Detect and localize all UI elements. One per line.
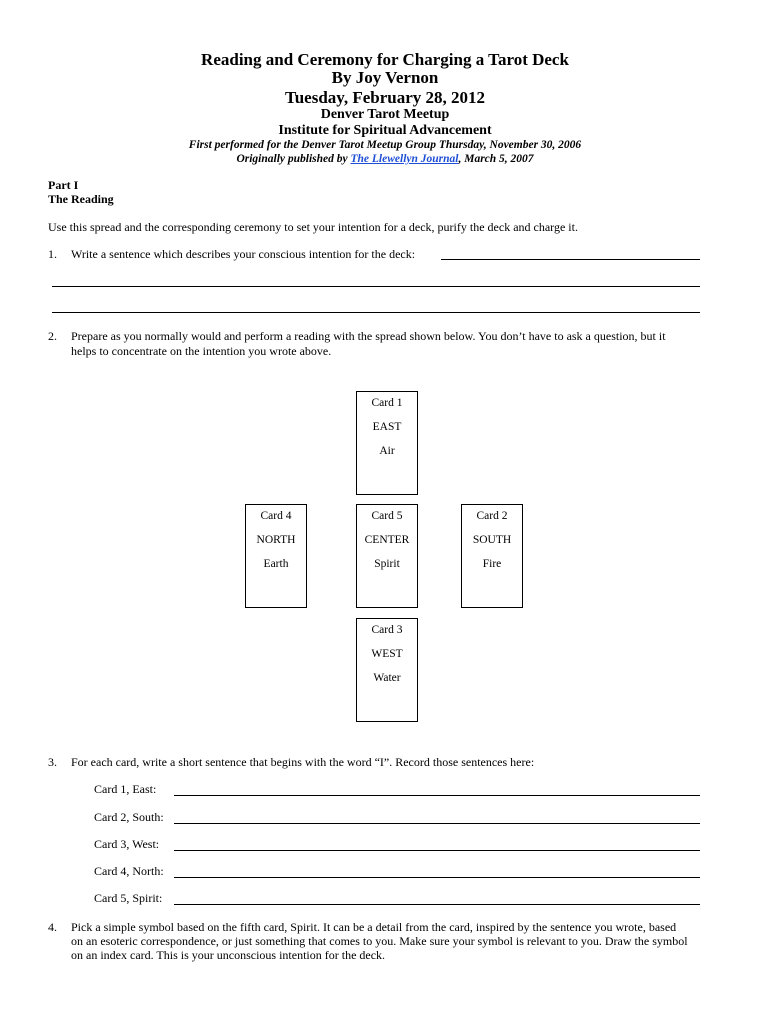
published-prefix: Originally published by — [236, 153, 351, 165]
published-line — [0, 152, 770, 166]
card-element: Air — [379, 445, 395, 457]
record-label-west: Card 3, West: — [94, 837, 160, 851]
step-2-text-line-1: Prepare as you normally would and perform a reading with the spread shown below. You don’t have to ask a question, but it — [71, 329, 666, 343]
step-4-text-line-3: on an index card. This is your unconscious intention for the deck. — [71, 948, 386, 962]
record-line-east[interactable] — [174, 795, 700, 796]
card-name: Card 2 — [476, 510, 508, 522]
card-north — [245, 504, 307, 608]
card-direction: CENTER — [364, 534, 410, 546]
intention-line-2[interactable] — [52, 286, 700, 287]
card-element: Fire — [482, 558, 502, 570]
intro-text: Use this spread and the corresponding ceremony to set your intention for a deck, purify the deck and charge it. — [48, 220, 578, 234]
step-1-number: 1. — [48, 247, 57, 261]
part-label: Part I — [48, 178, 79, 192]
card-direction: WEST — [371, 648, 403, 660]
record-line-south[interactable] — [174, 823, 700, 824]
card-element: Earth — [263, 558, 289, 570]
record-label-east: Card 1, East: — [94, 782, 157, 796]
document-title: Reading and Ceremony for Charging a Tarot Deck — [201, 50, 569, 69]
first-performed-line: First performed for the Denver Tarot Meetup Group Thursday, November 30, 2006 — [188, 139, 582, 151]
record-line-west[interactable] — [174, 850, 700, 851]
intention-line-3[interactable] — [52, 312, 700, 313]
record-label-south: Card 2, South: — [94, 810, 164, 824]
intention-line[interactable] — [441, 259, 700, 260]
card-south — [461, 504, 523, 608]
record-label-spirit: Card 5, Spirit: — [94, 891, 163, 905]
step-4-text-line-1: Pick a simple symbol based on the fifth card, Spirit. It can be a detail from the card, inspired by the sentence you wrote, based — [71, 920, 677, 934]
date-line: Tuesday, February 28, 2012 — [284, 88, 486, 107]
step-4-number: 4. — [48, 920, 57, 934]
step-2-text-line-2: helps to concentrate on the intention you wrote above. — [71, 344, 332, 358]
card-center — [356, 504, 418, 608]
record-line-spirit[interactable] — [174, 904, 700, 905]
card-east — [356, 391, 418, 495]
card-name: Card 4 — [260, 510, 292, 522]
event-line: Denver Tarot Meetup — [320, 107, 450, 122]
step-3-text: For each card, write a short sentence that begins with the word “I”. Record those sentences here: — [71, 755, 535, 769]
card-direction: SOUTH — [472, 534, 512, 546]
record-label-north: Card 4, North: — [94, 864, 164, 878]
card-name: Card 5 — [371, 510, 403, 522]
step-3-number: 3. — [48, 755, 57, 769]
card-direction: NORTH — [256, 534, 296, 546]
card-name: Card 1 — [371, 397, 403, 409]
venue-line: Institute for Spiritual Advancement — [278, 123, 492, 138]
card-direction: EAST — [372, 421, 402, 433]
card-element: Water — [373, 672, 401, 684]
step-1-text: Write a sentence which describes your conscious intention for the deck: — [71, 247, 416, 261]
record-line-north[interactable] — [174, 877, 700, 878]
part-title: The Reading — [48, 192, 114, 206]
author-line: By Joy Vernon — [331, 68, 439, 87]
step-4-text-line-2: on an esoteric correspondence, or just something that comes to you. Make sure your symbol is relevant to you. Draw the symbol — [71, 934, 688, 948]
llewellyn-journal-link[interactable]: The Llewellyn Journal — [350, 153, 459, 165]
step-2-number: 2. — [48, 329, 57, 343]
card-west — [356, 618, 418, 722]
published-suffix: , March 5, 2007 — [458, 153, 534, 165]
card-name: Card 3 — [371, 624, 403, 636]
card-element: Spirit — [374, 558, 400, 570]
